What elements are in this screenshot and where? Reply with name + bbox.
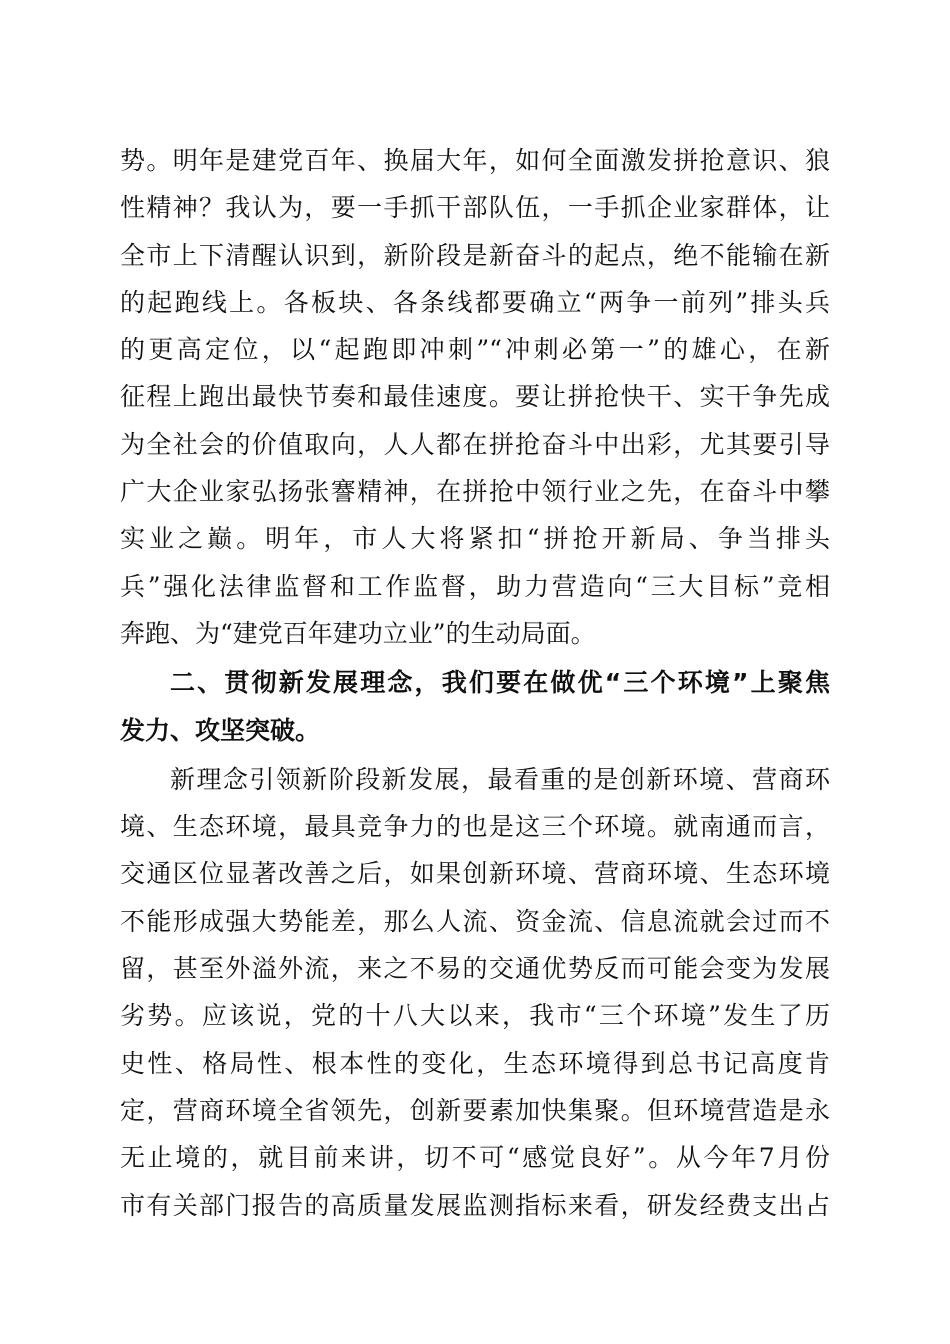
text-line: 交通区位显著改善之后，如果创新环境、营商环境、生态环境 [120,859,830,889]
text-line: 不能形成强大势能差，那么人流、资金流、信息流就会过而不 [120,906,830,936]
heading-line: 二、贯彻新发展理念，我们要在做优“三个环境”上聚焦 [170,668,830,698]
text-line: 势。明年是建党百年、换届大年，如何全面激发拼抢意识、狼 [120,146,830,175]
text-line: 的更高定位，以“起跑即冲刺”“冲刺必第一”的雄心，在新 [120,335,830,365]
text-line: 全市上下清醒认识到，新阶段是新奋斗的起点，绝不能输在新 [120,240,830,270]
paragraph-body [120,756,830,1229]
text-line: 史性、格局性、根本性的变化，生态环境得到总书记高度肯 [120,1048,830,1078]
text-line: 的起跑线上。各板块、各条线都要确立“两争一前列”排头兵 [120,287,830,317]
text-line: 奔跑、为“建党百年建功立业”的生动局面。 [120,618,596,648]
text-line: 留，甚至外溢外流，来之不易的交通优势反而可能会变为发展 [120,954,830,984]
text-line: 兵”强化法律监督和工作监督，助力营造向“三大目标”竞相 [120,571,830,601]
text-line: 定，营商环境全省领先，创新要素加快集聚。但环境营造是永 [120,1095,830,1125]
text-line: 性精神？我认为，要一手抓干部队伍，一手抓企业家群体，让 [120,193,830,223]
text-line: 市有关部门报告的高质量发展监测指标来看，研发经费支出占 [120,1190,830,1220]
text-line: 征程上跑出最快节奏和最佳速度。要让拼抢快干、实干争先成 [120,382,830,412]
text-line: 无止境的，就目前来讲，切不可“感觉良好”。从今年7月份 [120,1143,830,1173]
text-line: 广大企业家弘扬张謇精神，在拼抢中领行业之先，在奋斗中攀 [120,477,830,507]
text-line: 新理念引领新阶段新发展，最看重的是创新环境、营商环 [170,764,830,794]
text-line: 境、生态环境，最具竞争力的也是这三个环境。就南通而言， [120,812,830,842]
heading-line: 发力、攻坚突破。 [120,715,321,745]
text-line: 实业之巅。明年，市人大将紧扣“拼抢开新局、争当排头 [120,524,830,554]
text-line: 劣势。应该说，党的十八大以来，我市“三个环境”发生了历 [120,1001,830,1031]
text-line: 为全社会的价值取向，人人都在拼抢奋斗中出彩，尤其要引导 [120,429,830,459]
paragraph-continuation [120,137,830,657]
section-heading [120,659,830,754]
document-page [120,137,830,1229]
